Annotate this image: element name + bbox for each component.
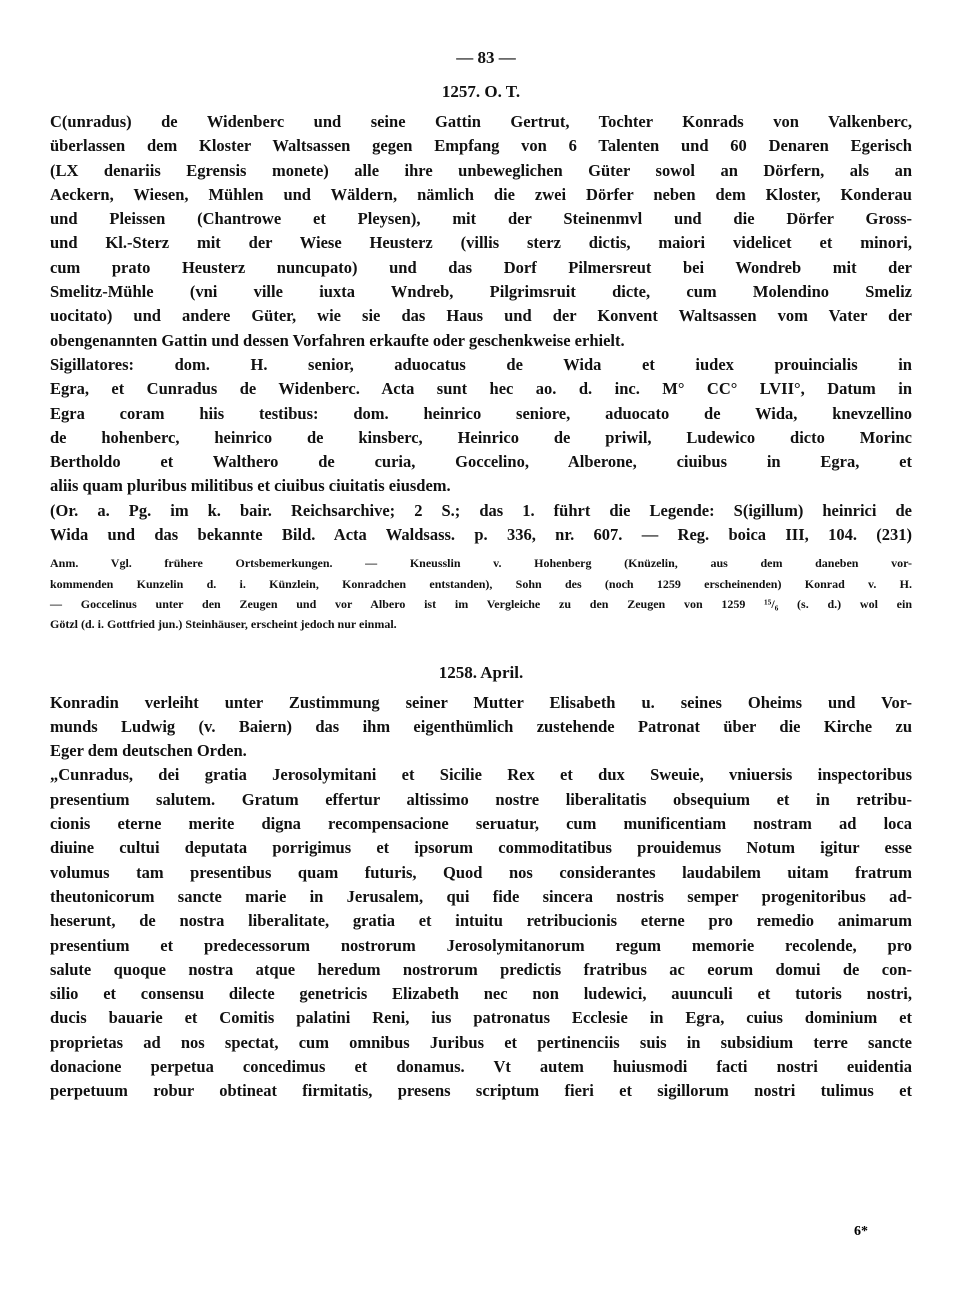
note-line: Anm. Vgl. frühere Ortsbemerkungen. — Kneusslin v. Hohenberg (Knüzelin, aus dem daneben vor- bbox=[50, 556, 912, 571]
document-heading-1258: 1258. April. bbox=[438, 662, 524, 682]
text-line: (Or. a. Pg. im k. bair. Reichsarchive; 2 S.; das 1. führt die Legende: S(igillum) heinrici de bbox=[50, 500, 912, 520]
note-line: Götzl (d. i. Gottfried jun.) Steinhäuser, erscheint jedoch nur einmal. bbox=[50, 617, 397, 632]
text-line: und Pleissen (Chantrowe et Pleysen), mit der Steinenmvl und die Dörfer Gross- bbox=[50, 209, 912, 229]
text-line: „Cunradus, dei gratia Jerosolymitani et Sicilie Rex et dux Sweuie, vniuersis inspectoribus bbox=[50, 765, 912, 785]
text-line: presentium et predecessorum nostrorum Jerosolymitanorum regum memorie recolende, pro bbox=[50, 935, 912, 955]
text-line: diuine cultui deputata porrigimus et ipsorum commoditatibus prouidemus Notum igitur esse bbox=[50, 838, 912, 858]
text-line: überlassen dem Kloster Waltsassen gegen Empfang von 6 Talenten und 60 Denaren Egerisch bbox=[50, 136, 912, 156]
signature-mark: 6* bbox=[854, 1224, 868, 1239]
text-line: obengenannten Gattin und dessen Vorfahren erkaufte oder geschenkweise erhielt. bbox=[50, 330, 625, 350]
text-line: presentium salutem. Gratum effertur altissimo nostre liberalitatis obsequium et in retribu- bbox=[50, 789, 912, 809]
text-line: Sigillatores: dom. H. senior, aduocatus de Wida et iudex prouincialis in bbox=[50, 354, 912, 374]
page-number: — 83 — bbox=[456, 48, 516, 67]
text-line: und Kl.-Sterz mit der Wiese Heusterz (villis sterz dictis, maiori videlicet et minori, bbox=[50, 233, 912, 253]
text-line: cum prato Heusterz nuncupato) und das Dorf Pilmersreut bei Wondreb mit der bbox=[50, 257, 912, 277]
text-line: ducis bauarie et Comitis palatini Reni, ius patronatus Ecclesie in Egra, cuius dominium et bbox=[50, 1008, 912, 1028]
text-line: cionis eterne merite digna recompensacione seruatur, cum munificentiam nostram ad loca bbox=[50, 814, 912, 834]
text-line: theutonicorum sancte marie in Jerusalem, qui fide sincera nostris semper progenitoribus ad- bbox=[50, 886, 912, 906]
text-line: Aeckern, Wiesen, Mühlen und Wäldern, nämlich die zwei Dörfer neben dem Kloster, Konderau bbox=[50, 184, 912, 204]
document-page bbox=[50, 44, 912, 1104]
footnote-block bbox=[50, 553, 912, 634]
text-line: munds Ludwig (v. Baiern) das ihm eigenthümlich zustehende Patronat über die Kirche zu bbox=[50, 716, 912, 736]
text-line: perpetuum robur obtineat firmitatis, presens scriptum fieri et sigillorum nostri tulimus et bbox=[50, 1081, 912, 1101]
document-heading-1257: 1257. O. T. bbox=[441, 82, 521, 101]
text-line: volumus tam presentibus quam futuris, Quod nos considerantes laudabilem uitam fratrum bbox=[50, 862, 912, 882]
text-line: C(unradus) de Widenberc und seine Gattin Gertrut, Tochter Konrads von Valkenberc, bbox=[50, 112, 912, 131]
text-line: (LX denariis Egrensis monete) alle ihre unbeweglichen Güter sowol an Dörfern, als an bbox=[50, 160, 912, 180]
text-line: Wida und das bekannte Bild. Acta Waldsass. p. 336, nr. 607. — Reg. boica III, 104. (231) bbox=[50, 525, 912, 545]
text-line: Eger dem deutschen Orden. bbox=[50, 741, 247, 761]
text-line: proprietas ad nos spectat, cum omnibus Juribus et pertinenciis suis in subsidium terre sancte bbox=[50, 1032, 912, 1052]
note-line: — Goccelinus unter den Zeugen und vor Albero ist im Vergleiche zu den Zeugen von 1259 ¹⁵/₆ (s. d.) wol ein bbox=[50, 596, 912, 611]
note-line: kommenden Kunzelin d. i. Künzlein, Konradchen entstanden), Sohn des (noch 1259 erscheinenden) Konrad v. H. bbox=[50, 576, 912, 591]
text-line: uocitato) und andere Güter, wie sie das Haus und der Konvent Waltsassen vom Vater der bbox=[50, 306, 912, 326]
document-body-1258 bbox=[50, 691, 912, 1104]
text-line: Egra coram hiis testibus: dom. heinrico seniore, aduocato de Wida, knevzellino bbox=[50, 403, 912, 423]
text-line: donacione perpetua concedimus et donamus. Vt autem huiusmodi facti nostri euidentia bbox=[50, 1056, 912, 1076]
text-line: de hohenberc, heinrico de kinsberc, Heinrico de priwil, Ludewico dicto Morinc bbox=[50, 427, 912, 447]
text-line: silio et consensu dilecte genetricis Elizabeth nec non ludewici, auunculi et tutoris nostri, bbox=[50, 984, 912, 1004]
text-line: heserunt, de nostra liberalitate, gratia et intuitu retribucionis eterne pro remedio animarum bbox=[50, 911, 912, 931]
text-line: Smelitz-Mühle (vni ville iuxta Wndreb, Pilgrimsruit dicte, cum Molendino Smeliz bbox=[50, 282, 912, 302]
text-line: Egra, et Cunradus de Widenberc. Acta sunt hec ao. d. inc. M° CC° LVII°, Datum in bbox=[50, 379, 912, 399]
document-body-1257 bbox=[50, 110, 912, 547]
text-line: aliis quam pluribus militibus et ciuibus ciuitatis eiusdem. bbox=[50, 476, 451, 496]
text-line: Bertholdo et Walthero de curia, Goccelino, Alberone, ciuibus in Egra, et bbox=[50, 452, 912, 472]
text-line: salute quoque nostra atque heredum nostrorum predictis fratribus ac eorum domui de con- bbox=[50, 959, 912, 979]
text-line: Konradin verleiht unter Zustimmung seiner Mutter Elisabeth u. seines Oheims und Vor- bbox=[50, 692, 912, 712]
